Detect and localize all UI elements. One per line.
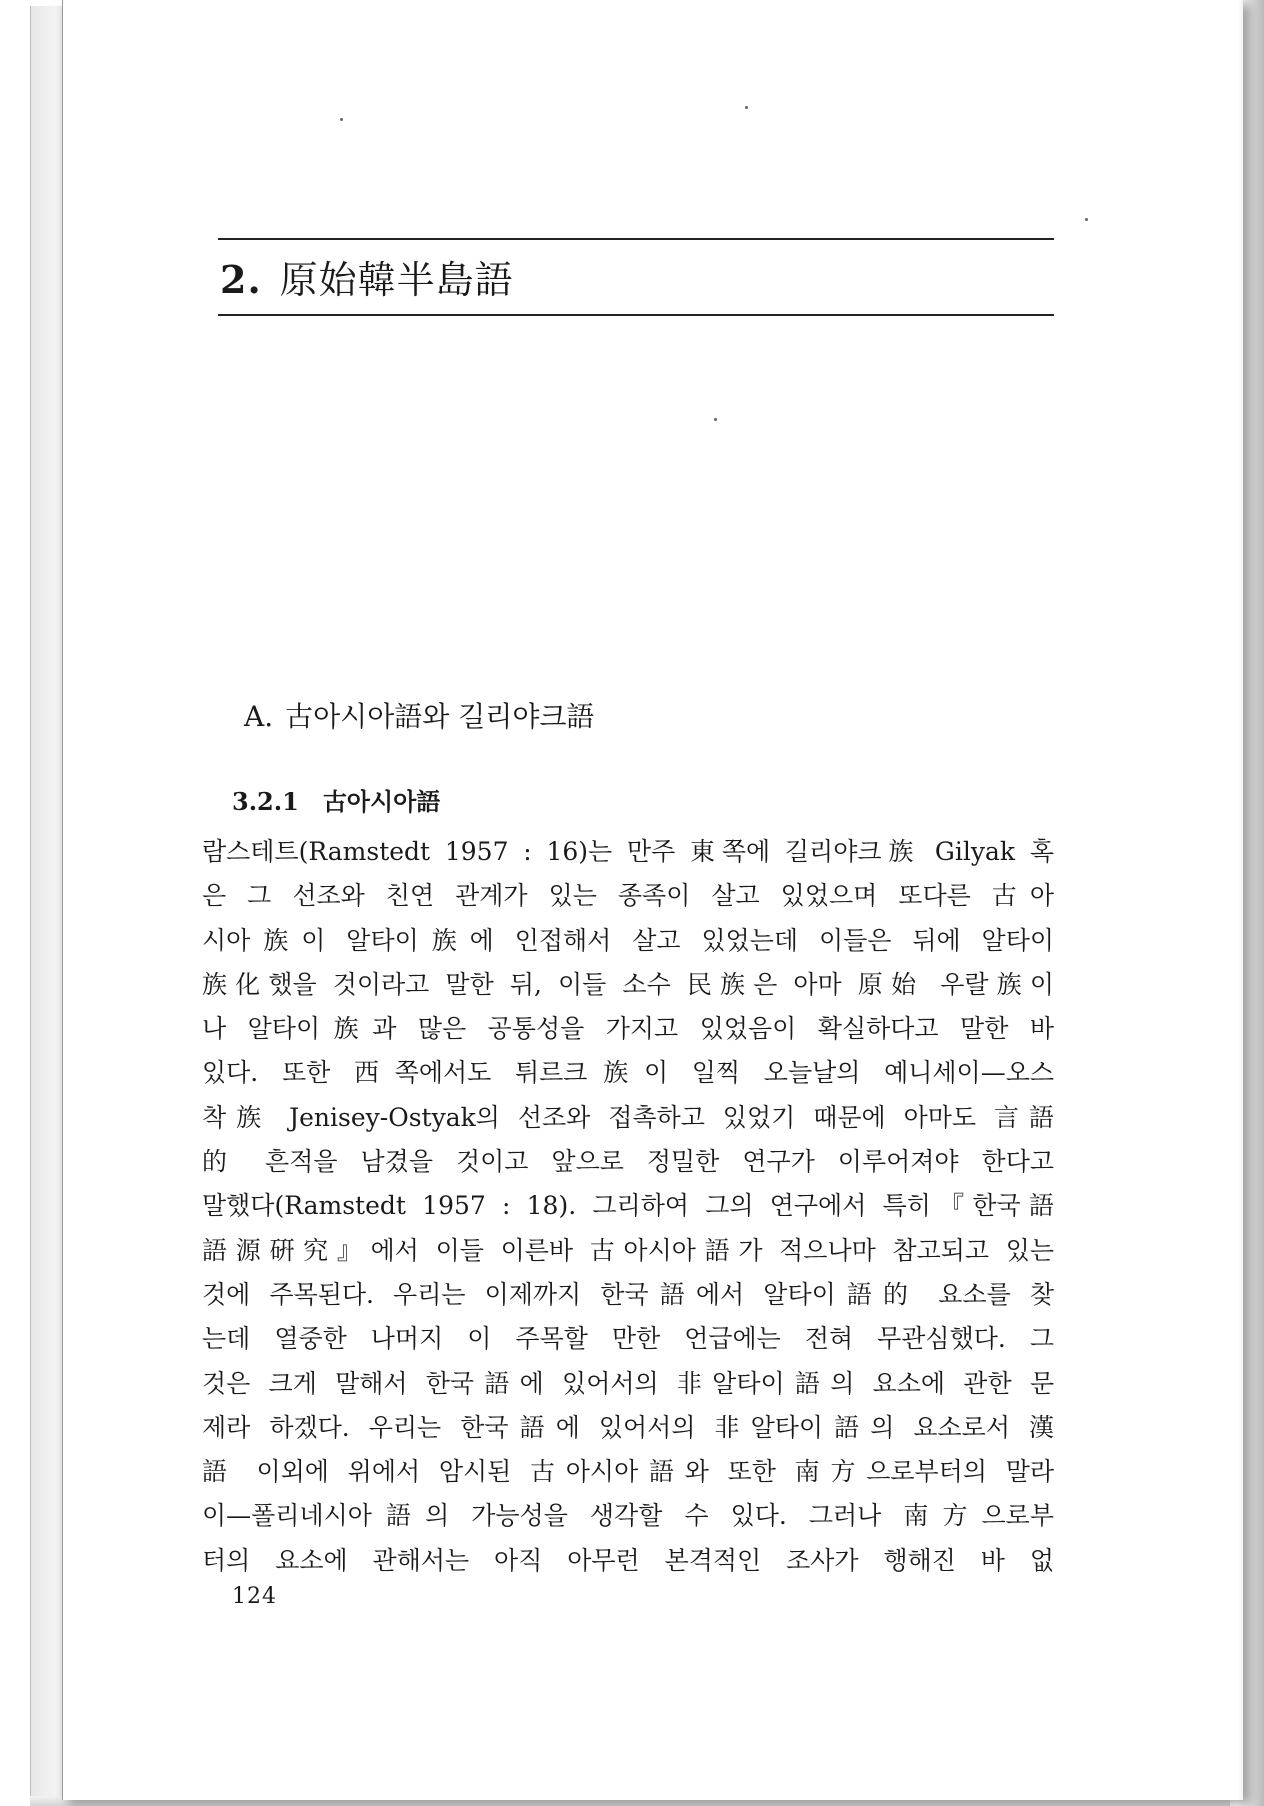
section-title: 古아시아語와 길리야크語 — [285, 700, 595, 733]
text-line: 말했다(Ramstedt 1957 : 18). 그리하여 그의 연구에서 특히『한국語 — [202, 1191, 1054, 1221]
text-line: 시아族이 알타이族에 인접해서 살고 있었는데 이들은 뒤에 알타이 — [202, 925, 1054, 955]
text-line: 제라 하겠다. 우리는 한국語에 있어서의 非알타이語의 요소로서 漢 — [202, 1412, 1054, 1442]
text-line: 것에 주목된다. 우리는 이제까지 한국語에서 알타이語的 요소를 찾 — [202, 1279, 1054, 1309]
text-line: 착族 Jenisey-Ostyak의 선조와 접촉하고 있었기 때문에 아마도 言語 — [202, 1102, 1054, 1132]
text-line: 語源硏究』에서 이들 이른바 古아시아語가 적으나마 참고되고 있는 — [202, 1235, 1054, 1265]
subsection-number: 3.2.1 — [232, 787, 299, 816]
text-line: 的 흔적을 남겼을 것이고 앞으로 정밀한 연구가 이루어져야 한다고 — [202, 1147, 1054, 1177]
subsection-heading — [232, 784, 440, 820]
text-line: 터의 요소에 관해서는 아직 아무런 본격적인 조사가 행해진 바 없 — [202, 1545, 1054, 1575]
section-heading — [244, 695, 594, 739]
chapter-title — [220, 252, 514, 308]
print-speck — [745, 106, 748, 109]
print-speck — [340, 118, 343, 121]
text-line: 람스테트(Ramstedt 1957 : 16)는 만주 東쪽에 길리야크族 Gilyak 혹 — [202, 837, 1054, 866]
body-paragraph — [202, 830, 1054, 1583]
print-speck — [714, 418, 717, 421]
text-line: 이—폴리네시아語의 가능성을 생각할 수 있다. 그러나 南方으로부 — [202, 1501, 1054, 1531]
subsection-title: 古아시아語 — [322, 787, 441, 816]
text-line: 은 그 선조와 친연 관계가 있는 종족이 살고 있었으며 또다른 古아 — [202, 881, 1054, 911]
page-shadow — [1238, 0, 1264, 1806]
text-line: 것은 크게 말해서 한국語에 있어서의 非알타이語의 요소에 관한 문 — [202, 1368, 1054, 1398]
chapter-title-text: 原始韓半島語 — [279, 258, 514, 302]
print-speck — [1085, 218, 1088, 221]
text-line: 族化했을 것이라고 말한 뒤, 이들 소수 民族은 아마 原始 우랄族이 — [202, 969, 1054, 999]
text-line: 語 이외에 위에서 암시된 古아시아語와 또한 南方으로부터의 말라 — [202, 1457, 1054, 1487]
section-letter: A. — [244, 700, 274, 733]
page-number: 124 — [232, 1584, 277, 1609]
text-line: 는데 열중한 나머지 이 주목할 만한 언급에는 전혀 무관심했다. 그 — [202, 1324, 1054, 1354]
chapter-number: 2. — [220, 257, 262, 302]
chapter-rule-top — [218, 238, 1054, 240]
text-line: 나 알타이族과 많은 공통성을 가지고 있었음이 확실하다고 말한 바 — [202, 1014, 1054, 1044]
text-line: 있다. 또한 西쪽에서도 튀르크族이 일찍 오늘날의 예니세이—오스 — [202, 1058, 1054, 1088]
chapter-rule-bottom — [218, 314, 1054, 316]
